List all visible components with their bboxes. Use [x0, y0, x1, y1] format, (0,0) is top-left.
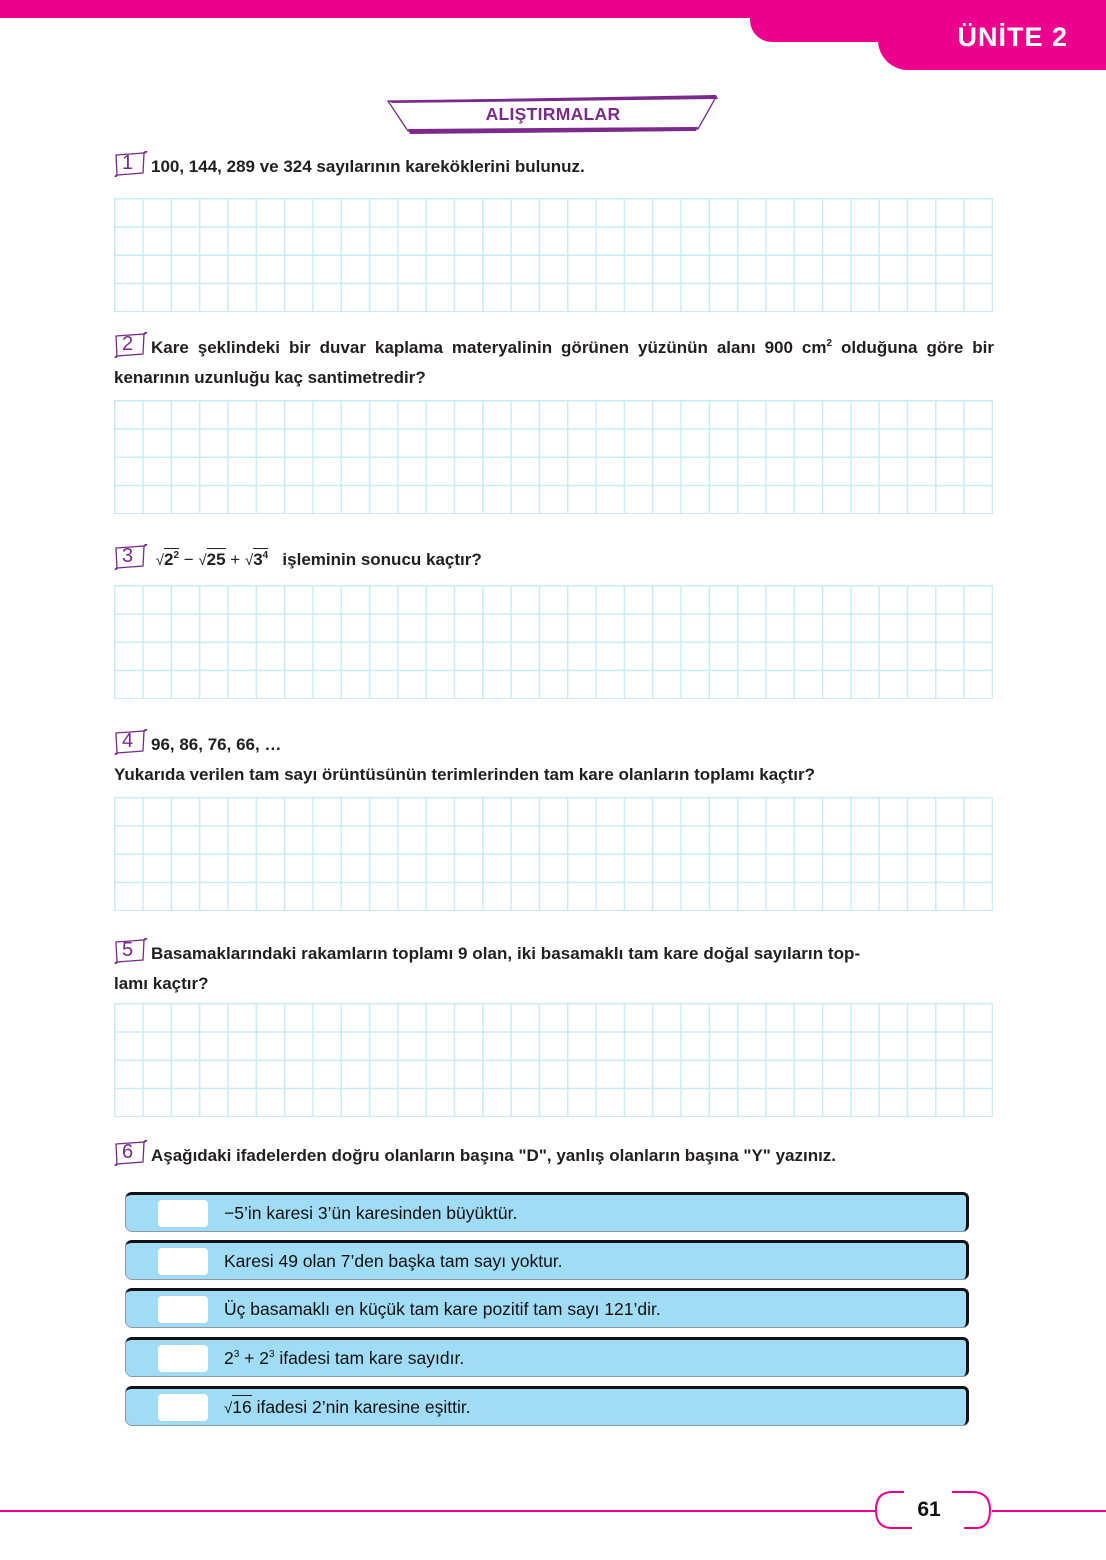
- math-expression: $√2^2 - √25 + √3^4$: [155, 550, 269, 569]
- statement-text: √16 ifadesi 2’nin karesine eşittir.: [224, 1397, 471, 1417]
- answer-box-4[interactable]: [158, 1345, 208, 1372]
- answer-box-2[interactable]: [158, 1248, 208, 1275]
- answer-grid-4[interactable]: [114, 797, 993, 911]
- statement-row-1: [126, 1192, 969, 1231]
- question-2: [114, 333, 994, 393]
- answer-grid-3[interactable]: [114, 585, 993, 699]
- question-6: [114, 1141, 994, 1171]
- question-text: 100, 144, 289 ve 324 sayılarının kareköklerini bulunuz.: [151, 157, 585, 176]
- statement-text: −5’in karesi 3’ün karesinden büyüktür.: [224, 1203, 518, 1223]
- question-4: [114, 730, 994, 790]
- question-number-badge: 4: [114, 731, 146, 753]
- answer-grid-1[interactable]: [114, 198, 993, 312]
- sqrt-icon: √: [244, 552, 254, 569]
- question-text-cont: lamı kaçtır?: [114, 974, 209, 993]
- question-text: Basamaklarındaki rakamların toplamı 9 olan, iki basamaklı tam kare doğal sayıların top-: [151, 944, 861, 963]
- question-text: Kare şeklindeki bir duvar kaplama materyalinin görünen yüzünün alanı 900 cm: [151, 338, 827, 357]
- answer-grid-5[interactable]: [114, 1003, 993, 1117]
- question-number-badge: 5: [114, 940, 146, 962]
- section-title: ALIŞTIRMALAR: [485, 104, 621, 124]
- question-5: [114, 939, 994, 999]
- statement-row-4: [126, 1337, 969, 1376]
- footer-line-left: [0, 1510, 876, 1512]
- footer-line-right: [992, 1510, 1106, 1512]
- answer-grid-2[interactable]: [114, 400, 993, 514]
- sqrt-icon: √: [198, 552, 207, 569]
- question-number-badge: 1: [114, 153, 146, 175]
- statement-text: $2^3 + 2^3$ ifadesi tam kare sayıdır.: [224, 1348, 465, 1368]
- question-text: Aşağıdaki ifadelerden doğru olanların başına "D", yanlış olanların başına "Y" yazınız.: [151, 1146, 837, 1165]
- question-number-badge: 2: [114, 334, 146, 356]
- question-text: Yukarıda verilen tam sayı örüntüsünün terimlerinden tam kare olanların toplamı kaçtır?: [114, 765, 815, 784]
- question-number-badge: 3: [114, 546, 146, 568]
- answer-box-5[interactable]: [158, 1394, 208, 1421]
- question-1: [114, 152, 994, 182]
- statement-text: Karesi 49 olan 7’den başka tam sayı yoktur.: [224, 1251, 563, 1271]
- statement-text: Üç basamaklı en küçük tam kare pozitif tam sayı 121’dir.: [224, 1299, 661, 1319]
- question-text: işleminin sonucu kaçtır?: [282, 550, 482, 569]
- question-3: [114, 545, 994, 576]
- question-text-cont: olduğuna göre bir kenarının uzunluğu kaç santimetredir?: [114, 338, 994, 387]
- answer-box-1[interactable]: [158, 1200, 208, 1227]
- statement-row-5: [126, 1386, 969, 1425]
- sqrt-icon: √: [155, 552, 164, 569]
- sqrt-icon: √: [224, 1400, 233, 1417]
- statement-row-2: [126, 1240, 969, 1279]
- unit-title: ÜNİTE 2: [957, 22, 1068, 52]
- answer-box-3[interactable]: [158, 1296, 208, 1323]
- question-number-badge: 6: [114, 1142, 146, 1164]
- number-sequence: 96, 86, 76, 66, …: [151, 735, 282, 754]
- superscript: 2: [826, 338, 833, 349]
- statement-row-3: [126, 1288, 969, 1327]
- page-number: 61: [917, 1498, 941, 1521]
